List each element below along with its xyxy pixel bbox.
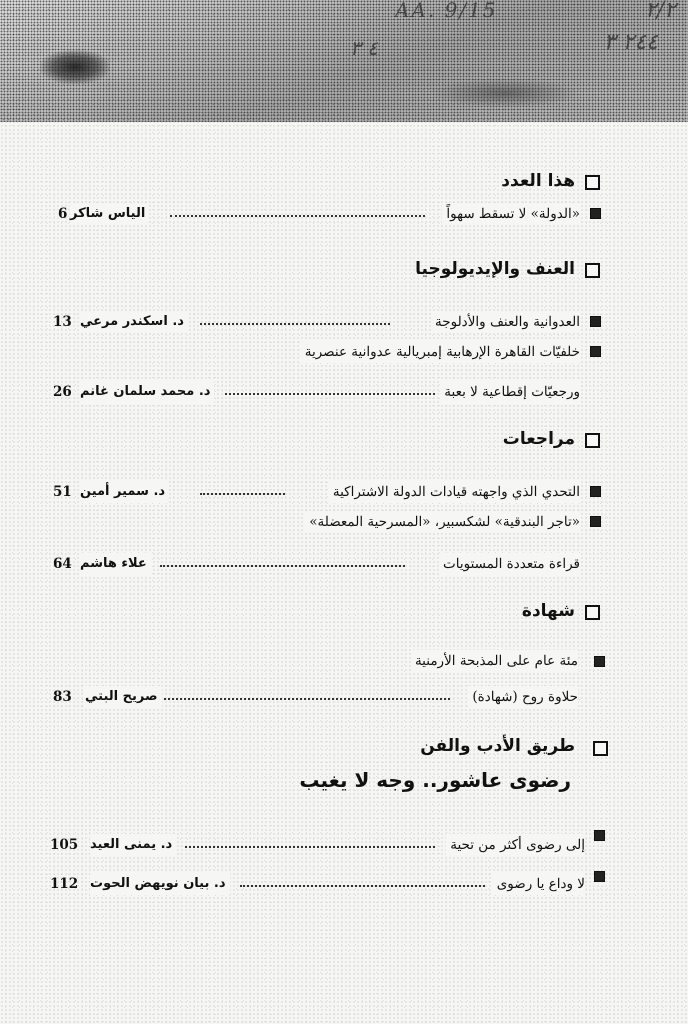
- section-checkbox-icon: [593, 741, 608, 756]
- toc-entry[interactable]: [50, 341, 580, 363]
- section-title: العنف والإيديولوجيا: [415, 259, 575, 279]
- entry-author: الياس شاكر: [70, 203, 149, 225]
- handwritten-note-top: AA. 9/15: [395, 0, 498, 22]
- toc-entry[interactable]: [50, 834, 585, 856]
- entry-author: د. سمير أمين: [80, 481, 169, 503]
- entry-page-number: 26: [53, 384, 72, 400]
- entry-author: د. بيان نويهض الحوت: [90, 873, 230, 895]
- entry-author: صريح البتي: [85, 686, 162, 708]
- dot-leader: [160, 565, 405, 567]
- entry-title: «تاجر البندقية» لشكسبير، «المسرحية المعضلة»: [305, 511, 580, 533]
- entry-author: د. اسكندر مرعي: [80, 311, 188, 333]
- toc-entry[interactable]: [50, 873, 585, 895]
- section-title: مراجعات: [502, 429, 575, 449]
- bullet-square-icon: [594, 656, 605, 667]
- bullet-square-icon: [590, 516, 601, 527]
- dot-leader: [200, 493, 285, 495]
- handwritten-number: ٢٤٤ ٣: [603, 30, 658, 55]
- toc-entry[interactable]: [50, 311, 580, 333]
- toc-entry-continuation: [50, 686, 580, 708]
- section-checkbox-icon: [585, 605, 600, 620]
- handwritten-note-right: ٢/٢: [644, 0, 676, 23]
- dot-leader: [200, 323, 390, 325]
- entry-continuation: ورجعيّات إقطاعية لا بعبة: [440, 381, 580, 403]
- entry-page-number: 13: [53, 314, 72, 330]
- entry-page-number: 6: [58, 206, 68, 222]
- entry-title: التحدي الذي واجهته قيادات الدولة الاشتراكية: [329, 481, 580, 503]
- entry-title: خلفيّات القاهرة الإرهابية إمبريالية عدوانية عنصرية: [301, 341, 580, 363]
- section-title: هذا العدد: [501, 171, 575, 191]
- dot-leader: [160, 698, 450, 700]
- bullet-square-icon: [590, 208, 601, 219]
- toc-entry-continuation: [50, 381, 580, 403]
- dot-leader: [225, 393, 435, 395]
- entry-title: لا وداع يا رضوى: [493, 873, 585, 895]
- toc-entry[interactable]: [50, 481, 580, 503]
- entry-author: علاء هاشم: [80, 553, 151, 575]
- toc-entry[interactable]: [50, 650, 580, 672]
- entry-author: د. محمد سلمان غانم: [80, 381, 214, 403]
- section-checkbox-icon: [585, 175, 600, 190]
- entry-author: د. يمنى العيد: [90, 834, 176, 856]
- entry-title: «الدولة» لا تسقط سهواً: [442, 203, 580, 225]
- handwritten-note-mid: ٤ ٣: [350, 36, 378, 60]
- entry-continuation: حلاوة روح (شهادة): [468, 686, 578, 708]
- dot-leader: [240, 885, 485, 887]
- bullet-square-icon: [590, 316, 601, 327]
- entry-page-number: 112: [50, 876, 79, 892]
- entry-page-number: 51: [53, 484, 72, 500]
- toc-entry-continuation: [50, 553, 580, 575]
- section-title: شهادة: [521, 601, 575, 621]
- entry-title: مئة عام على المذبحة الأرمنية: [411, 650, 578, 672]
- section-subtitle: رضوى عاشور.. وجه لا يغيب: [299, 768, 571, 792]
- entry-page-number: 64: [53, 556, 72, 572]
- entry-title: العدوانية والعنف والأدلوجة: [431, 311, 580, 333]
- dot-leader: [185, 846, 435, 848]
- toc-entry[interactable]: [50, 203, 580, 225]
- entry-title: إلى رضوى أكثر من تحية: [446, 834, 585, 856]
- bullet-square-icon: [594, 830, 605, 841]
- entry-page-number: 83: [53, 689, 72, 705]
- bullet-square-icon: [590, 346, 601, 357]
- section-checkbox-icon: [585, 263, 600, 278]
- section-title: طريق الأدب والفن: [420, 736, 575, 756]
- bullet-square-icon: [590, 486, 601, 497]
- entry-continuation: قراءة متعددة المستويات: [439, 553, 580, 575]
- dot-leader: [170, 215, 425, 217]
- section-checkbox-icon: [585, 433, 600, 448]
- bullet-square-icon: [594, 871, 605, 882]
- toc-entry[interactable]: [50, 511, 580, 533]
- entry-page-number: 105: [50, 837, 79, 853]
